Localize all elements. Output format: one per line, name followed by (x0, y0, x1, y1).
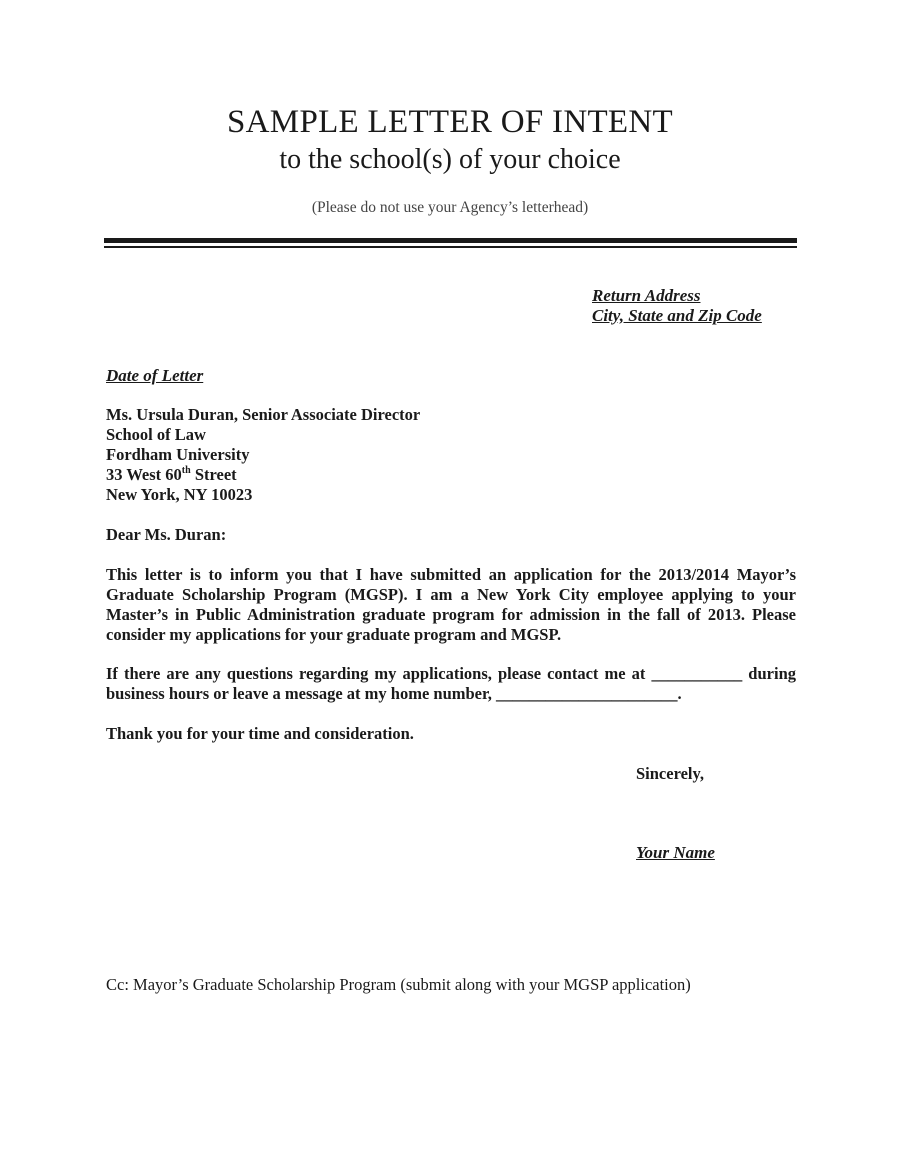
salutation: Dear Ms. Duran: (106, 525, 227, 544)
recipient-institution: Fordham University (106, 445, 250, 464)
header-divider-thick (104, 238, 797, 243)
letter-date: Date of Letter (106, 366, 204, 385)
recipient-street (106, 465, 420, 485)
body-paragraph-contact: If there are any questions regarding my applications, please contact me at ___________ during business hours or leave a message at my home number, ______________________. (106, 664, 796, 703)
street-name: Street (190, 465, 237, 484)
recipient-address (106, 405, 420, 505)
signature-name: Your Name (636, 843, 715, 862)
body-paragraph-thanks: Thank you for your time and consideration. (106, 724, 414, 743)
recipient-department: School of Law (106, 425, 206, 444)
return-city-state-zip: City, State and Zip Code (592, 306, 762, 325)
letterhead-note: (Please do not use your Agency’s letterhead) (311, 199, 589, 216)
closing: Sincerely, (636, 764, 704, 783)
recipient-name: Ms. Ursula Duran, Senior Associate Director (106, 405, 421, 424)
street-ordinal: th (181, 465, 191, 476)
page-title: SAMPLE LETTER OF INTENT (227, 104, 673, 140)
recipient-city-state-zip: New York, NY 10023 (106, 485, 253, 504)
header-divider-thin (104, 246, 797, 248)
body-paragraph-application: This letter is to inform you that I have submitted an application for the 2013/2014 Mayor’s Graduate Scholarship Program (MGSP). I am a New York City employee applying to your Master’s in Public Administration graduate program for admission in the fall of 2013. Please consider my applications for your graduate program and MGSP. (106, 565, 796, 644)
street-number: 33 West 60 (106, 465, 182, 484)
page-subtitle: to the school(s) of your choice (279, 144, 621, 175)
return-address-line: Return Address (592, 286, 701, 305)
cc-line: Cc: Mayor’s Graduate Scholarship Program (submit along with your MGSP application) (106, 975, 691, 994)
